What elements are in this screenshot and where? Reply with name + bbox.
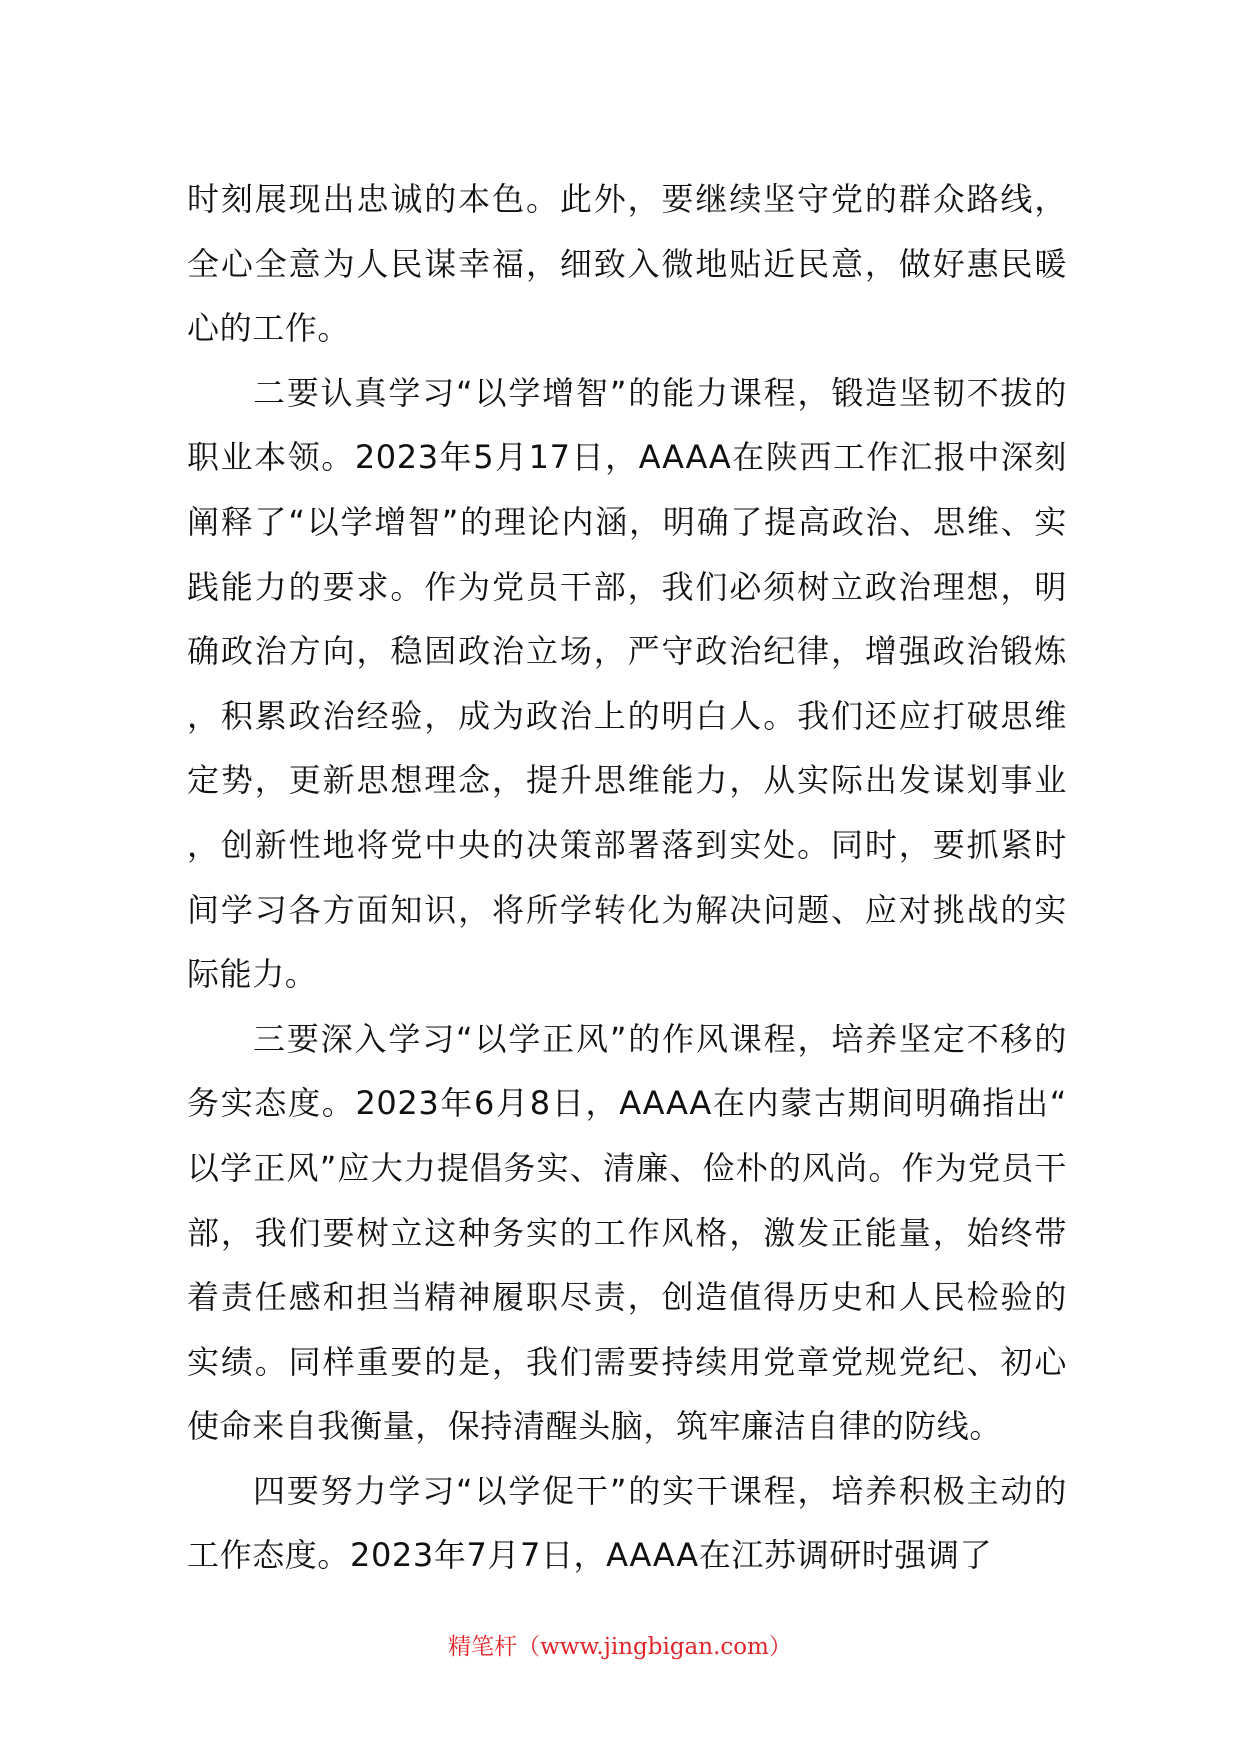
- footer-watermark: 精笔杆（www.jingbigan.com）: [448, 1634, 792, 1660]
- document-body: [187, 167, 1067, 1588]
- paragraph-3: 三要深入学习“以学正风”的作风课程，培养坚定不移的务实态度。2023年6月8日，AAAA在内蒙古期间明确指出“以学正风”应大力提倡务实、清廉、俭朴的风尚。作为党员干部，我们要树立这种务实的工作风格，激发正能量，始终带着责任感和担当精神履职尽责，创造值得历史和人民检验的实绩。同样重要的是，我们需要持续用党章党规党纪、初心使命来自我衡量，保持清醒头脑，筑牢廉洁自律的防线。: [187, 1019, 1067, 1446]
- paragraph-4: 四要努力学习“以学促干”的实干课程，培养积极主动的工作态度。2023年7月7日，AAAA在江苏调研时强调了: [187, 1471, 1067, 1575]
- paragraph-1: 时刻展现出忠诚的本色。此外，要继续坚守党的群众路线，全心全意为人民谋幸福，细致入微地贴近民意，做好惠民暖心的工作。: [187, 180, 1067, 348]
- paragraph-2: 二要认真学习“以学增智”的能力课程，锻造坚韧不拔的职业本领。2023年5月17日，AAAA在陕西工作汇报中深刻阐释了“以学增智”的理论内涵，明确了提高政治、思维、实践能力的要求。作为党员干部，我们必须树立政治理想，明确政治方向，稳固政治立场，严守政治纪律，增强政治锻炼，积累政治经验，成为政治上的明白人。我们还应打破思维定势，更新思想理念，提升思维能力，从实际出发谋划事业，创新性地将党中央的决策部署落到实处。同时，要抓紧时间学习各方面知识，将所学转化为解决问题、应对挑战的实际能力。: [187, 373, 1067, 994]
